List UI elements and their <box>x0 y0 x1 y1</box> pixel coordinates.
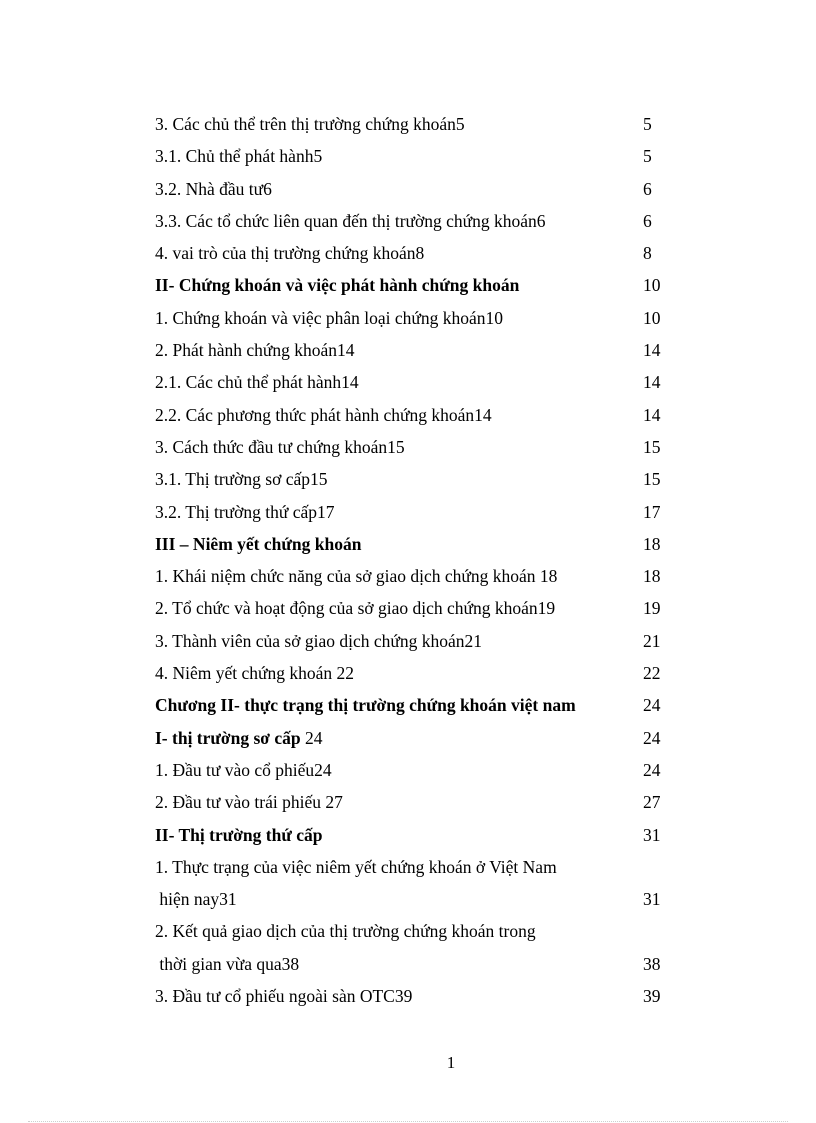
toc-entry-page-number: 24 <box>643 727 661 748</box>
toc-entry-title <box>155 851 675 883</box>
toc-entry <box>155 463 675 495</box>
toc-entry <box>155 883 675 915</box>
toc-entry-title-text: 4. Niêm yết chứng khoán 22 <box>155 663 355 684</box>
toc-entry-page-number: 5 <box>643 146 652 167</box>
toc-entry-title-text: hiện nay31 <box>155 889 237 910</box>
toc-entry-title <box>155 205 675 237</box>
toc-entry-title-text: I- thị trường sơ cấp <box>155 727 301 748</box>
toc-entry-title <box>155 269 675 301</box>
toc-entry-title-text: 3. Đầu tư cổ phiếu ngoài sàn OTC39 <box>155 986 413 1007</box>
toc-entry-page-number: 14 <box>643 372 661 393</box>
toc-entry-title <box>155 689 675 721</box>
toc-entry <box>155 625 675 657</box>
toc-entry <box>155 948 675 980</box>
toc-entry-title-text: 4. vai trò của thị trường chứng khoán8 <box>155 243 425 264</box>
toc-entry <box>155 399 675 431</box>
toc-entry <box>155 237 675 269</box>
toc-entry <box>155 657 675 689</box>
toc-entry <box>155 689 675 721</box>
toc-entry-title <box>155 334 675 366</box>
toc-entry-title <box>155 883 675 915</box>
toc-entry-title-text: 2. Tổ chức và hoạt động của sở giao dịch chứng khoán19 <box>155 598 556 619</box>
toc-entry-page-number: 31 <box>643 824 661 845</box>
toc-entry-title-text: 3. Cách thức đầu tư chứng khoán15 <box>155 436 405 457</box>
toc-entry-title-text: 3.1. Thị trường sơ cấp15 <box>155 469 328 490</box>
toc-entry-title <box>155 819 675 851</box>
toc-entry-title <box>155 560 675 592</box>
toc-entry <box>155 334 675 366</box>
toc-entry-title-text: 1. Khái niệm chức năng của sở giao dịch chứng khoán 18 <box>155 566 558 587</box>
toc-entry-page-number: 24 <box>643 759 661 780</box>
toc-entry-page-number: 15 <box>643 436 661 457</box>
toc-entry <box>155 851 675 883</box>
toc-entry-title-text: 3.2. Nhà đầu tư6 <box>155 178 272 199</box>
toc-entry <box>155 915 675 947</box>
toc-entry <box>155 496 675 528</box>
toc-entry <box>155 302 675 334</box>
toc-entry-page-number: 6 <box>643 178 652 199</box>
toc-entry-title <box>155 657 675 689</box>
toc-entry-title-text: 2.1. Các chủ thể phát hành14 <box>155 372 359 393</box>
toc-entry <box>155 819 675 851</box>
toc-entry-title-text: thời gian vừa qua38 <box>155 953 300 974</box>
toc-entry-page-number: 27 <box>643 792 661 813</box>
toc-entry-title-text: 2.2. Các phương thức phát hành chứng khoán14 <box>155 404 492 425</box>
toc-entry-title <box>155 366 675 398</box>
toc-entry-title-text: II- Thị trường thứ cấp <box>155 824 323 845</box>
page-number: 1 <box>446 1053 456 1072</box>
toc-entry <box>155 366 675 398</box>
toc-entry-title <box>155 980 675 1012</box>
toc-entry-title <box>155 302 675 334</box>
toc-entry <box>155 108 675 140</box>
toc-entry-page-number: 24 <box>643 695 661 716</box>
toc-entry-page-number: 38 <box>643 953 661 974</box>
toc-entry-page-number: 10 <box>643 275 661 296</box>
toc-entry-title-text: 1. Đầu tư vào cổ phiếu24 <box>155 759 332 780</box>
table-of-contents <box>155 108 675 1012</box>
toc-entry <box>155 786 675 818</box>
toc-entry-title-text: 1. Thực trạng của việc niêm yết chứng khoán ở Việt Nam <box>155 856 557 877</box>
page-footer <box>0 1053 816 1073</box>
toc-entry-title-text: III – Niêm yết chứng khoán <box>155 533 362 554</box>
toc-entry-title <box>155 108 675 140</box>
toc-entry-title <box>155 399 675 431</box>
toc-entry-title <box>155 592 675 624</box>
toc-entry-page-number: 15 <box>643 469 661 490</box>
toc-entry-title <box>155 463 675 495</box>
toc-entry <box>155 592 675 624</box>
toc-entry-title-suffix: 24 <box>300 727 323 748</box>
toc-entry-title-text: 2. Đầu tư vào trái phiếu 27 <box>155 792 343 813</box>
toc-entry <box>155 528 675 560</box>
toc-entry-title-text: 3.2. Thị trường thứ cấp17 <box>155 501 335 522</box>
toc-entry <box>155 980 675 1012</box>
toc-entry-page-number: 10 <box>643 307 661 328</box>
toc-entry-page-number: 14 <box>643 340 661 361</box>
toc-entry-title-text: 3.3. Các tổ chức liên quan đến thị trường chứng khoán6 <box>155 210 546 231</box>
toc-entry-page-number: 31 <box>643 889 661 910</box>
toc-entry-title <box>155 786 675 818</box>
toc-entry-title-text: 2. Phát hành chứng khoán14 <box>155 340 355 361</box>
toc-entry <box>155 140 675 172</box>
toc-entry-title-text: II- Chứng khoán và việc phát hành chứng khoán <box>155 275 520 296</box>
toc-entry-page-number: 22 <box>643 663 661 684</box>
toc-entry-title-text: 1. Chứng khoán và việc phân loại chứng khoán10 <box>155 307 503 328</box>
toc-entry-page-number: 18 <box>643 533 661 554</box>
toc-entry-title <box>155 431 675 463</box>
toc-entry-page-number: 8 <box>643 243 652 264</box>
toc-entry-title <box>155 754 675 786</box>
toc-entry <box>155 754 675 786</box>
toc-entry-title-text: 3.1. Chủ thể phát hành5 <box>155 146 323 167</box>
toc-entry-page-number: 17 <box>643 501 661 522</box>
toc-entry-page-number: 19 <box>643 598 661 619</box>
toc-entry-title-text: Chương II- thực trạng thị trường chứng khoán việt nam <box>155 695 576 716</box>
toc-entry <box>155 431 675 463</box>
toc-entry-title <box>155 140 675 172</box>
toc-entry-page-number: 18 <box>643 566 661 587</box>
toc-entry-page-number: 39 <box>643 986 661 1007</box>
toc-entry <box>155 173 675 205</box>
toc-entry-title <box>155 173 675 205</box>
toc-entry <box>155 205 675 237</box>
toc-entry <box>155 560 675 592</box>
toc-entry-page-number: 14 <box>643 404 661 425</box>
toc-entry-page-number: 21 <box>643 630 661 651</box>
toc-entry-title-text: 3. Thành viên của sở giao dịch chứng khoán21 <box>155 630 483 651</box>
toc-entry-title <box>155 237 675 269</box>
toc-entry-title <box>155 948 675 980</box>
toc-entry <box>155 722 675 754</box>
toc-entry-title <box>155 915 675 947</box>
toc-entry <box>155 269 675 301</box>
toc-entry-title <box>155 528 675 560</box>
toc-entry-title <box>155 496 675 528</box>
toc-entry-title <box>155 625 675 657</box>
toc-entry-title-text: 3. Các chủ thể trên thị trường chứng khoán5 <box>155 114 465 134</box>
toc-entry-page-number: 5 <box>643 114 652 134</box>
toc-entry-page-number: 6 <box>643 210 652 231</box>
toc-entry-title-text: 2. Kết quả giao dịch của thị trường chứng khoán trong <box>155 921 536 942</box>
toc-entry-title <box>155 722 675 754</box>
page-bottom-divider <box>28 1121 788 1122</box>
